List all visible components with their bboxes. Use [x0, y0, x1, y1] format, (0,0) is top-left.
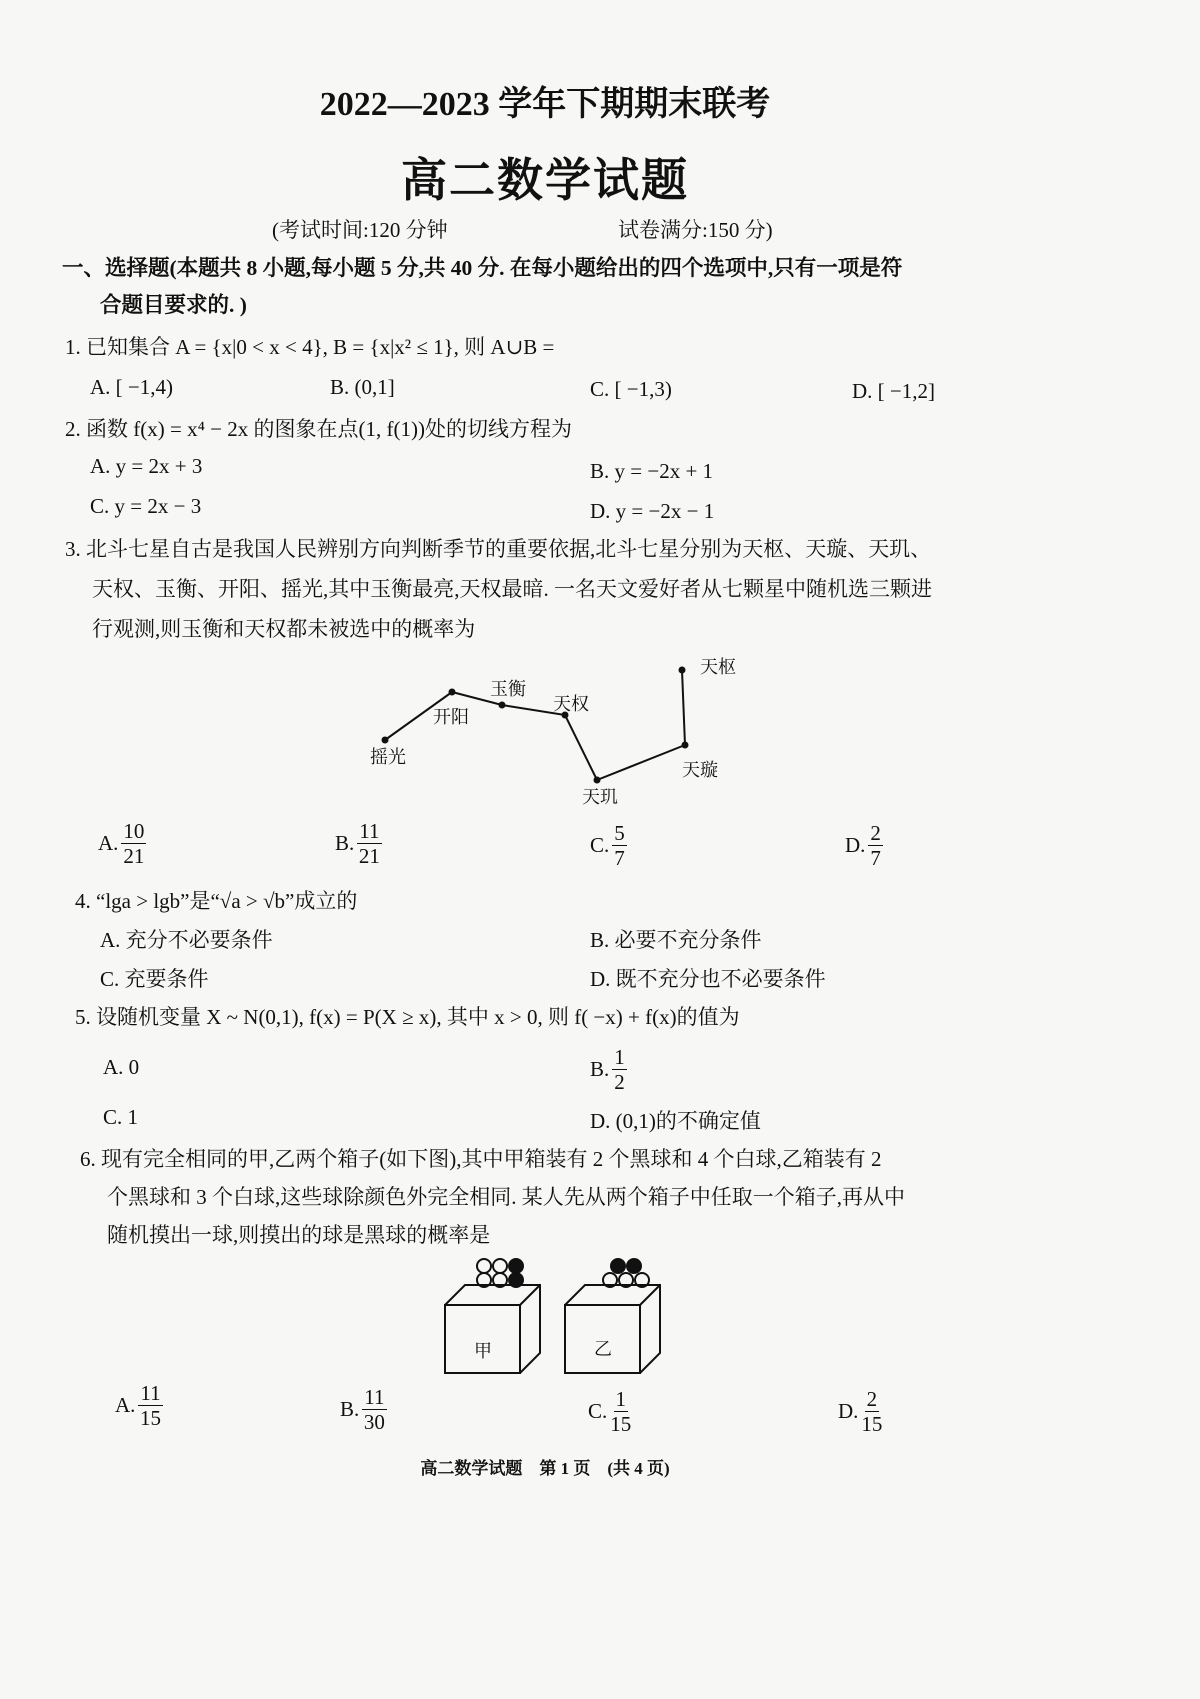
q1-option-d: D. [ −1,2]	[852, 379, 935, 403]
option-label: C.	[590, 833, 610, 858]
question-1: 1. 已知集合 A = {x|0 < x < 4}, B = {x|x² ≤ 1}, 则 A∪B =	[65, 335, 555, 359]
label-kaiyang: 开阳	[433, 707, 469, 727]
q3-option-c	[590, 822, 627, 869]
denominator: 21	[358, 844, 380, 869]
denominator: 21	[123, 844, 145, 869]
numerator: 2	[866, 1387, 878, 1411]
option-label: D.	[845, 833, 866, 858]
q6-option-a	[115, 1382, 163, 1429]
option-label: B.	[590, 1057, 610, 1082]
q4-option-c: C. 充要条件	[100, 967, 209, 991]
q6-option-c	[588, 1388, 631, 1435]
balls-yi	[603, 1259, 649, 1287]
q1-option-a: A. [ −1,4)	[90, 375, 173, 399]
q3-option-a	[98, 820, 146, 867]
numerator: 11	[140, 1381, 161, 1405]
label-tianxuan: 天璇	[682, 760, 718, 780]
star-yuheng	[499, 702, 506, 709]
question-5: 5. 设随机变量 X ~ N(0,1), f(x) = P(X ≥ x), 其中 x > 0, 则 f( −x) + f(x)的值为	[75, 1005, 740, 1029]
question-4: 4. “lga > lgb”是“√a > √b”成立的	[75, 889, 358, 913]
question-3-line3: 行观测,则玉衡和天权都未被选中的概率为	[92, 617, 476, 641]
label-yaoguang: 摇光	[370, 747, 406, 767]
denominator: 15	[140, 1406, 162, 1431]
q6-option-d	[838, 1388, 882, 1435]
numerator: 2	[870, 821, 881, 845]
q1-option-b: B. (0,1]	[330, 375, 395, 399]
box-label-yi: 乙	[594, 1339, 612, 1359]
section-heading: 一、选择题(本题共 8 小题,每小题 5 分,共 40 分. 在每小题给出的四个选项中,只有一项是符	[62, 256, 903, 280]
numerator: 1	[614, 1045, 625, 1069]
two-boxes-diagram	[440, 1255, 670, 1380]
q5-option-c: C. 1	[103, 1105, 139, 1129]
question-6-line2: 个黑球和 3 个白球,这些球除颜色外完全相同. 某人先从两个箱子中任取一个箱子,再从中	[107, 1185, 905, 1209]
q5-option-b	[590, 1046, 627, 1093]
star-kaiyang	[449, 689, 456, 696]
numerator: 1	[615, 1387, 627, 1411]
star-tianshu	[679, 667, 686, 674]
exam-time: (考试时间:120 分钟	[272, 218, 448, 242]
option-label: D.	[838, 1399, 859, 1424]
q2-option-a: A. y = 2x + 3	[90, 454, 203, 478]
question-6-line3: 随机摸出一球,则摸出的球是黑球的概率是	[107, 1223, 491, 1247]
q2-option-d: D. y = −2x − 1	[590, 499, 715, 523]
big-dipper-diagram	[360, 655, 760, 815]
option-label: A.	[115, 1393, 136, 1418]
numerator: 11	[364, 1385, 385, 1409]
box-label-jia: 甲	[474, 1341, 492, 1361]
option-label: B.	[340, 1397, 360, 1422]
q1-option-c: C. [ −1,3)	[590, 377, 672, 401]
q4-option-d: D. 既不充分也不必要条件	[590, 967, 826, 991]
option-label: C.	[588, 1399, 608, 1424]
numerator: 11	[359, 819, 380, 843]
box-jia	[445, 1259, 540, 1373]
denominator: 30	[363, 1410, 385, 1435]
star-tianji	[594, 777, 601, 784]
box-yi	[565, 1259, 660, 1373]
exam-title: 2022—2023 学年下期期末联考	[319, 86, 771, 123]
denominator: 7	[870, 846, 881, 871]
label-tianquan: 天权	[553, 694, 589, 714]
section-heading-cont: 合题目要求的. )	[100, 293, 247, 317]
exam-score: 试卷满分:150 分)	[618, 218, 773, 242]
numerator: 10	[123, 819, 145, 843]
q2-option-c: C. y = 2x − 3	[90, 494, 202, 518]
q3-option-d	[845, 822, 883, 869]
denominator: 15	[861, 1412, 883, 1437]
q6-option-b	[340, 1386, 387, 1433]
question-3-line2: 天权、玉衡、开阳、摇光,其中玉衡最亮,天权最暗. 一名天文爱好者从七颗星中随机选三颗进	[92, 577, 932, 601]
q4-option-b: B. 必要不充分条件	[590, 928, 762, 952]
q5-option-a: A. 0	[103, 1055, 140, 1079]
label-tianshu: 天枢	[700, 657, 736, 677]
q3-option-b	[335, 820, 382, 867]
page-footer: 高二数学试题 第 1 页 (共 4 页)	[420, 1459, 670, 1478]
question-2: 2. 函数 f(x) = x⁴ − 2x 的图象在点(1, f(1))处的切线方程为	[65, 417, 572, 441]
numerator: 5	[614, 821, 625, 845]
constellation-line	[385, 670, 685, 780]
question-3-line1: 3. 北斗七星自古是我国人民辨别方向判断季节的重要依据,北斗七星分别为天枢、天璇、天玑、	[65, 537, 932, 561]
denominator: 2	[614, 1070, 625, 1095]
label-tianji: 天玑	[582, 787, 618, 807]
question-6-line1: 6. 现有完全相同的甲,乙两个箱子(如下图),其中甲箱装有 2 个黑球和 4 个白球,乙箱装有 2	[80, 1147, 882, 1171]
q4-option-a: A. 充分不必要条件	[100, 928, 273, 952]
option-label: B.	[335, 831, 355, 856]
star-yaoguang	[382, 737, 389, 744]
option-label: A.	[98, 831, 119, 856]
denominator: 7	[614, 846, 625, 871]
subject-title: 高二数学试题	[401, 155, 689, 206]
star-tianxuan	[682, 742, 689, 749]
label-yuheng: 玉衡	[490, 679, 526, 699]
balls-jia	[477, 1259, 523, 1287]
q2-option-b: B. y = −2x + 1	[590, 459, 714, 483]
q5-option-d: D. (0,1)的不确定值	[590, 1109, 761, 1133]
denominator: 15	[610, 1412, 632, 1437]
